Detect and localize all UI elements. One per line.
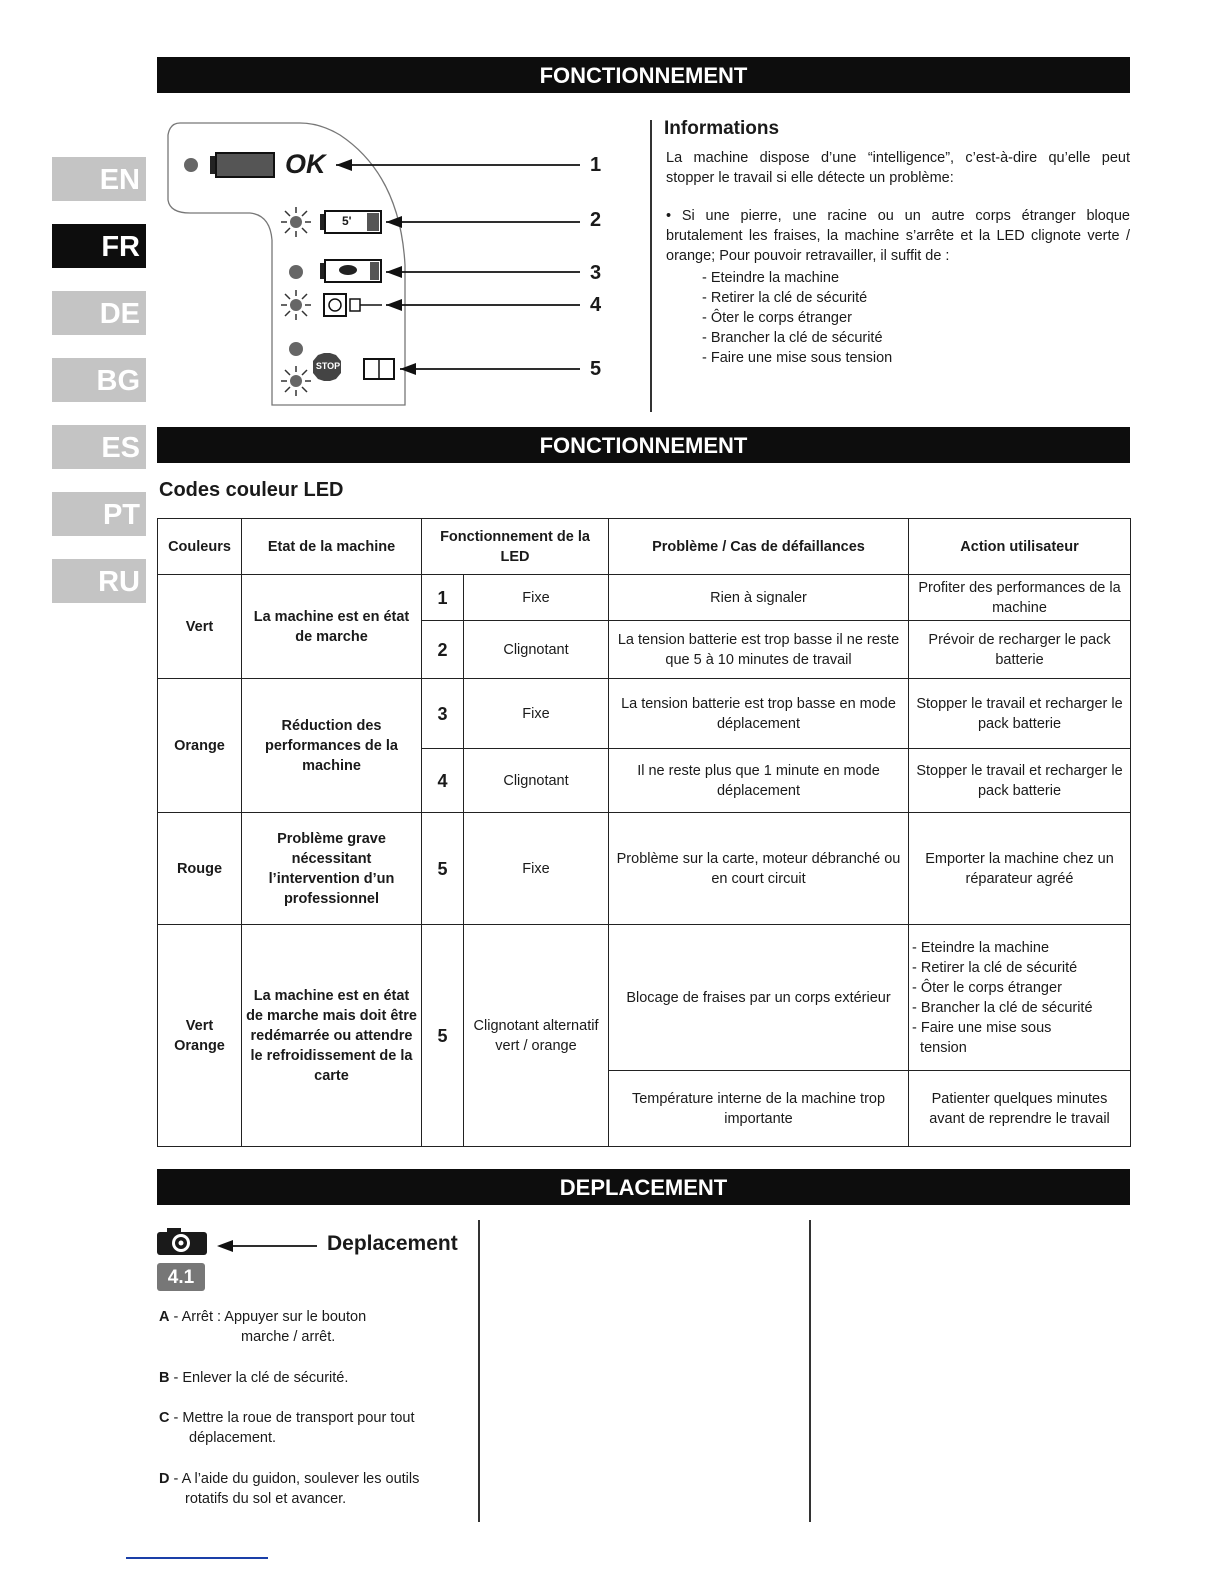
cell-state: Problème grave nécessitant l’intervention d’un professionnel bbox=[242, 813, 422, 925]
deplacement-block bbox=[157, 1226, 477, 1526]
control-panel-diagram bbox=[160, 115, 620, 415]
header-problem: Problème / Cas de défaillances bbox=[609, 519, 909, 575]
stop-label: STOP bbox=[315, 361, 341, 371]
lang-tab-fr[interactable]: FR bbox=[52, 224, 146, 268]
table-row bbox=[158, 679, 1131, 749]
divider-vertical-top bbox=[650, 120, 652, 412]
figure-ref-badge: 4.1 bbox=[157, 1263, 205, 1291]
step-text: - Arrêt : Appuyer sur le bouton bbox=[173, 1309, 367, 1325]
callout-5: 5 bbox=[590, 358, 602, 380]
step-text-2: rotatifs du sol et avancer. bbox=[185, 1491, 347, 1507]
header-action: Action utilisateur bbox=[909, 519, 1131, 575]
callout-4: 4 bbox=[590, 294, 602, 316]
info-steps bbox=[664, 268, 1130, 368]
lang-tab-bg[interactable]: BG bbox=[52, 358, 146, 402]
cell-color: Orange bbox=[158, 679, 242, 813]
callout-1: 1 bbox=[590, 154, 602, 176]
cell-num: 5 bbox=[422, 925, 464, 1147]
step-text: - Mettre la roue de transport pour tout bbox=[173, 1410, 415, 1426]
cell-num: 3 bbox=[422, 679, 464, 749]
cell-state: Réduction des performances de la machine bbox=[242, 679, 422, 813]
lang-tab-pt[interactable]: PT bbox=[52, 492, 146, 536]
divider-vertical-bottom-1 bbox=[478, 1220, 480, 1522]
footer-line bbox=[126, 1557, 268, 1559]
cell-color: Vert Orange bbox=[158, 925, 242, 1147]
info-step: - Faire une mise sous tension bbox=[702, 350, 893, 366]
lang-tab-en[interactable]: EN bbox=[52, 157, 146, 201]
callout-3: 3 bbox=[590, 262, 602, 284]
cell-problem: Il ne reste plus que 1 minute en mode déplacement bbox=[609, 749, 909, 813]
ok-label: OK bbox=[285, 149, 326, 179]
step-letter: C bbox=[159, 1410, 170, 1426]
info-step: - Brancher la clé de sécurité bbox=[702, 330, 883, 346]
info-step: - Eteindre la machine bbox=[702, 270, 840, 286]
led-codes-subtitle: Codes couleur LED bbox=[159, 479, 344, 501]
action-step: - Faire une mise sous bbox=[912, 1019, 1052, 1036]
callout-2: 2 bbox=[590, 209, 602, 231]
cell-problem: Rien à signaler bbox=[609, 575, 909, 621]
info-step: - Ôter le corps étranger bbox=[702, 310, 852, 326]
cell-num: 2 bbox=[422, 621, 464, 679]
step-text-2: marche / arrêt. bbox=[241, 1329, 336, 1345]
section-title-deplacement: DEPLACEMENT bbox=[157, 1169, 1130, 1205]
table-row bbox=[158, 575, 1131, 621]
lang-tab-es[interactable]: ES bbox=[52, 425, 146, 469]
table-row bbox=[158, 925, 1131, 1071]
step-text-2: déplacement. bbox=[189, 1430, 277, 1446]
section-title-fonctionnement-2: FONCTIONNEMENT bbox=[157, 427, 1130, 463]
deplacement-label: Deplacement bbox=[327, 1232, 458, 1255]
header-led: Fonctionnement de la LED bbox=[422, 519, 609, 575]
step-text: - Enlever la clé de sécurité. bbox=[173, 1370, 349, 1386]
cell-action: Profiter des performances de la machine bbox=[909, 575, 1131, 621]
cell-problem: La tension batterie est trop basse il ne reste que 5 à 10 minutes de travail bbox=[609, 621, 909, 679]
cell-action-list bbox=[909, 925, 1131, 1071]
step-c bbox=[159, 1408, 479, 1448]
info-intro: La machine dispose d’une “intelligence”, c’est-à-dire qu’elle peut stopper le travail si elle détecte un problème: bbox=[666, 150, 1130, 186]
cell-mode: Clignotant bbox=[464, 749, 609, 813]
info-step: - Retirer la clé de sécurité bbox=[702, 290, 868, 306]
led-dot-1 bbox=[184, 158, 198, 172]
info-block bbox=[664, 118, 1130, 368]
cell-mode: Fixe bbox=[464, 575, 609, 621]
step-letter: B bbox=[159, 1370, 170, 1386]
cell-mode: Fixe bbox=[464, 813, 609, 925]
action-step: - Retirer la clé de sécurité bbox=[912, 959, 1078, 976]
header-state: Etat de la machine bbox=[242, 519, 422, 575]
action-step: - Brancher la clé de sécurité bbox=[912, 999, 1093, 1016]
cell-num: 5 bbox=[422, 813, 464, 925]
step-d bbox=[159, 1469, 479, 1509]
step-text: - A l’aide du guidon, soulever les outils bbox=[173, 1471, 420, 1487]
cell-state: La machine est en état de marche bbox=[242, 575, 422, 679]
cell-action: Emporter la machine chez un réparateur agréé bbox=[909, 813, 1131, 925]
cell-state: La machine est en état de marche mais doit être redémarrée ou attendre le refroidissement de la carte bbox=[242, 925, 422, 1147]
cell-num: 4 bbox=[422, 749, 464, 813]
divider-vertical-bottom-2 bbox=[809, 1220, 811, 1522]
info-bullet: • Si une pierre, une racine ou un autre corps étranger bloque brutalement les fraises, la machine s’arrête et la LED clignote verte / orange; Pour pouvoir retravailler, il suffit de : bbox=[666, 208, 1130, 264]
cell-action: Stopper le travail et recharger le pack batterie bbox=[909, 679, 1131, 749]
cell-color: Vert bbox=[158, 575, 242, 679]
cell-problem: Blocage de fraises par un corps extérieur bbox=[609, 925, 909, 1071]
cell-mode: Clignotant alternatif vert / orange bbox=[464, 925, 609, 1147]
table-row bbox=[158, 813, 1131, 925]
step-letter: D bbox=[159, 1471, 170, 1487]
action-step: - Eteindre la machine bbox=[912, 939, 1050, 956]
cell-problem: Problème sur la carte, moteur débranché ou en court circuit bbox=[609, 813, 909, 925]
cell-mode: Fixe bbox=[464, 679, 609, 749]
cell-color: Rouge bbox=[158, 813, 242, 925]
control-panel-outline bbox=[160, 115, 620, 415]
action-step: - Ôter le corps étranger bbox=[912, 979, 1062, 996]
section-title-fonctionnement-1: FONCTIONNEMENT bbox=[157, 57, 1130, 93]
lang-tab-ru[interactable]: RU bbox=[52, 559, 146, 603]
step-b bbox=[159, 1368, 479, 1388]
step-letter: A bbox=[159, 1309, 170, 1325]
cell-action: Prévoir de recharger le pack batterie bbox=[909, 621, 1131, 679]
header-color: Couleurs bbox=[158, 519, 242, 575]
cell-problem: Température interne de la machine trop importante bbox=[609, 1071, 909, 1147]
action-step: tension bbox=[912, 1039, 967, 1056]
cell-mode: Clignotant bbox=[464, 621, 609, 679]
step-a bbox=[159, 1307, 479, 1347]
info-title: Informations bbox=[664, 118, 780, 139]
lang-tab-de[interactable]: DE bbox=[52, 291, 146, 335]
cell-num: 1 bbox=[422, 575, 464, 621]
timer-label: 5' bbox=[342, 214, 352, 228]
cell-action: Stopper le travail et recharger le pack batterie bbox=[909, 749, 1131, 813]
led-codes-table bbox=[157, 518, 1131, 1147]
table-header-row bbox=[158, 519, 1131, 575]
cell-action: Patienter quelques minutes avant de reprendre le travail bbox=[909, 1071, 1131, 1147]
cell-problem: La tension batterie est trop basse en mode déplacement bbox=[609, 679, 909, 749]
